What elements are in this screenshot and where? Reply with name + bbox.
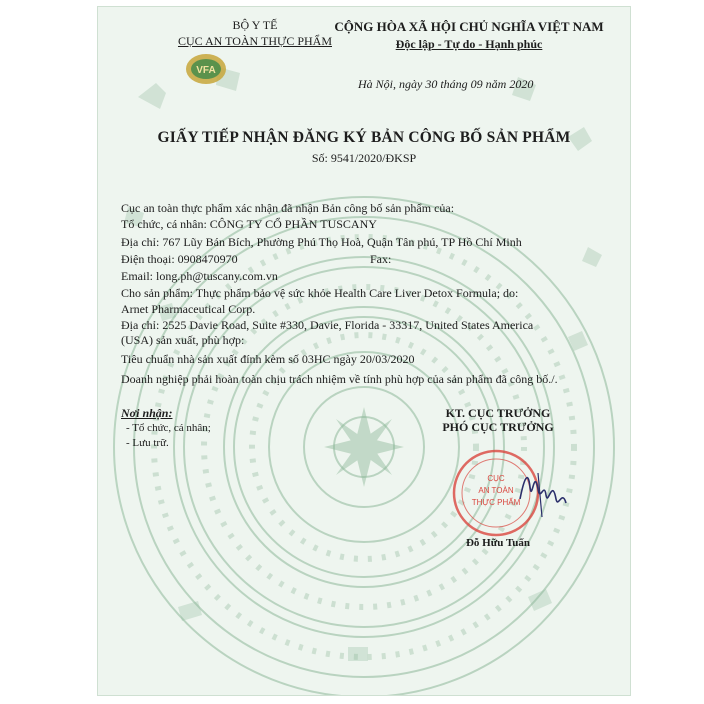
organization-address: Địa chỉ: 767 Lũy Bán Bích, Phường Phú Thọ Hoà, Quận Tân phú, TP Hồ Chí Minh: [121, 235, 522, 249]
ministry-name: BỘ Y TẾ: [232, 18, 278, 32]
manufacturer-address-cont: (USA) sản xuất, phù hợp:: [121, 333, 245, 347]
recipient-item: - Tổ chức, cá nhân;: [126, 422, 211, 434]
signer-position: PHÓ CỤC TRƯỞNG: [442, 420, 554, 434]
stamp-text: AN TOÀN: [478, 486, 514, 495]
manufacturer-name: Arnet Pharmaceutical Corp.: [121, 302, 256, 316]
standard-line: Tiêu chuẩn nhà sản xuất đính kèm số 03HC ngày 20/03/2020: [121, 352, 415, 366]
issue-date: Hà Nội, ngày 30 tháng 09 năm 2020: [358, 77, 534, 91]
manufacturer-address: Địa chỉ: 2525 Davie Road, Suite #330, Davie, Florida - 33317, United States America: [121, 318, 534, 332]
signer-title: KT. CỤC TRƯỞNG: [445, 406, 551, 420]
recipient-item: - Lưu trữ.: [126, 437, 169, 449]
country-name: CỘNG HÒA XÃ HỘI CHỦ NGHĨA VIỆT NAM: [334, 19, 604, 34]
document-number: Số: 9541/2020/ĐKSP: [311, 151, 417, 165]
agency-name: CỤC AN TOÀN THỰC PHẨM: [177, 34, 332, 48]
intro-text: Cục an toàn thực phẩm xác nhận đã nhận Bản công bố sản phẩm của:: [121, 201, 455, 215]
email-address: Email: long.ph@tuscany.com.vn: [121, 269, 278, 283]
recipients-label: Nơi nhận:: [121, 406, 173, 420]
vfa-logo: [184, 51, 228, 87]
national-motto: Độc lập - Tự do - Hạnh phúc: [395, 37, 543, 51]
organization: Tổ chức, cá nhân: CÔNG TY CỔ PHẦN TUSCANY: [121, 217, 377, 231]
handwritten-signature: [508, 459, 578, 523]
responsibility-line: Doanh nghiệp phải hoàn toàn chịu trách nhiệm về tính phù hợp của sản phẩm đã công bố./.: [121, 372, 558, 386]
stamp-text: CỤC: [487, 474, 505, 483]
stamp-text: THỰC PHẨM: [471, 498, 521, 507]
bronze-drum-watermark: [98, 7, 630, 695]
fax-number: Fax:: [370, 252, 392, 266]
signer-name: Đỗ Hữu Tuấn: [465, 537, 531, 549]
document-title: GIẤY TIẾP NHẬN ĐĂNG KÝ BẢN CÔNG BỐ SẢN PHẨM: [157, 129, 571, 146]
logo-text: VFA: [196, 65, 216, 76]
product-line: Cho sản phẩm: Thực phẩm bảo vệ sức khỏe Health Care Liver Detox Formula; do:: [121, 286, 519, 300]
certificate-document: [97, 6, 631, 696]
phone-number: Điện thoại: 0908470970: [121, 252, 238, 266]
